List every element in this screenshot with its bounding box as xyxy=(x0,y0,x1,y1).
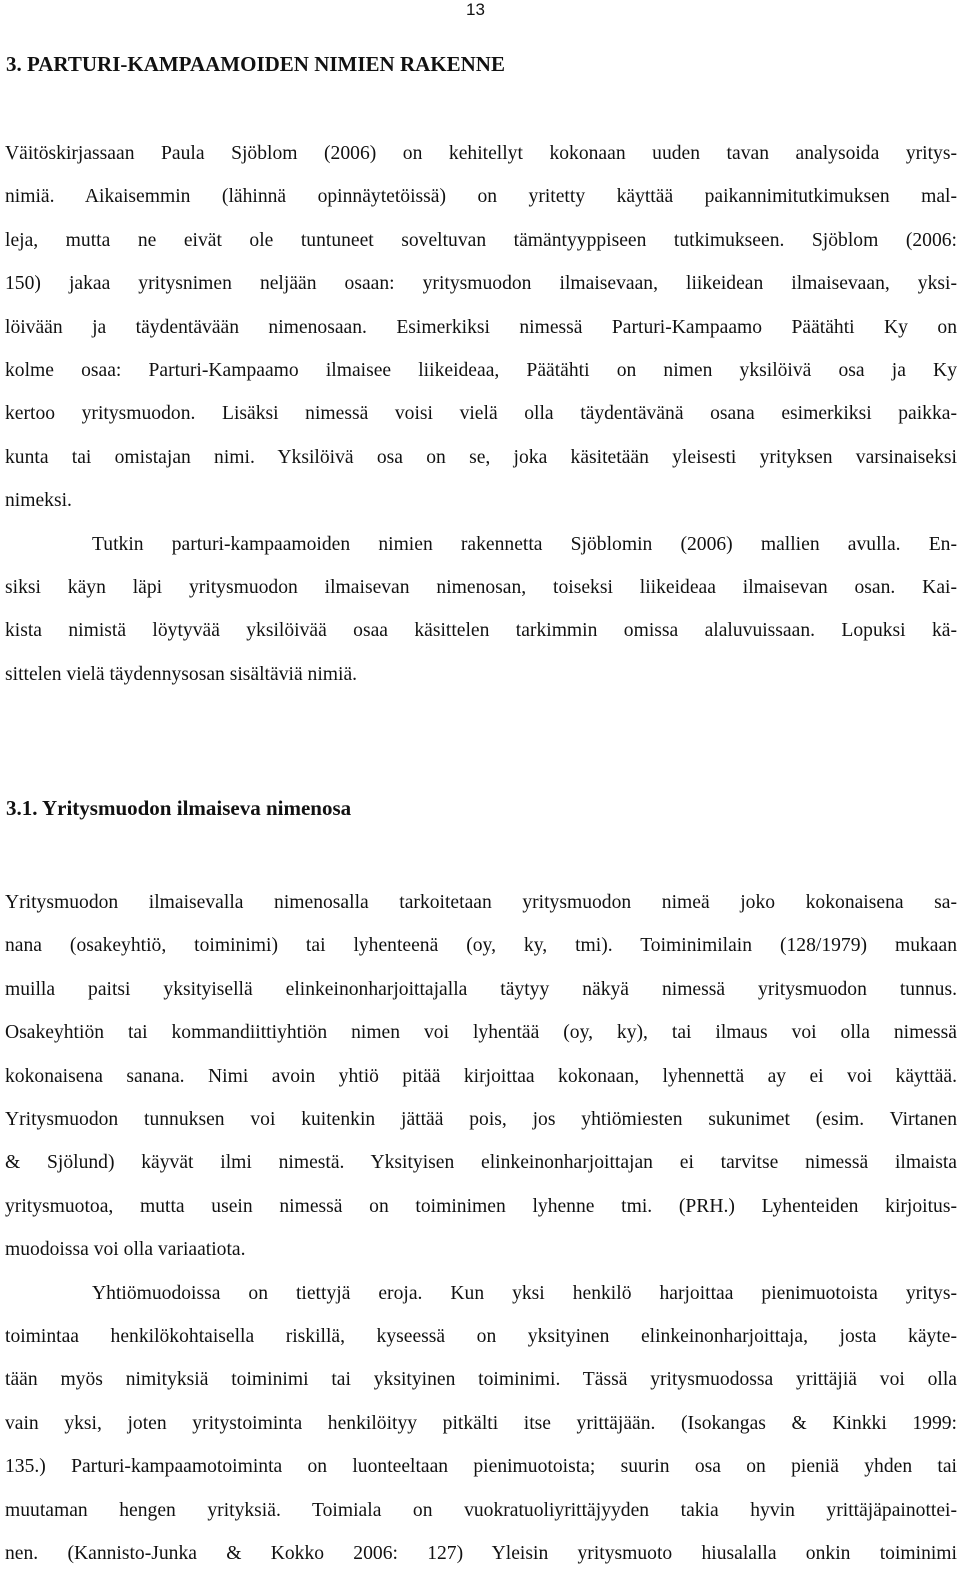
text-line: vain yksi, joten yritystoiminta henkilöityy pitkälti itse yrittäjään. (Isokangas & Kinkki 1999: xyxy=(5,1412,957,1434)
section-heading: 3. PARTURI-KAMPAAMOIDEN NIMIEN RAKENNE xyxy=(6,52,505,76)
text-line: kokonaisena sanana. Nimi avoin yhtiö pitää kirjoittaa kokonaan, lyhennettä ay ei voi käyttää. xyxy=(5,1065,957,1087)
text-line: kertoo yritysmuodon. Lisäksi nimessä voisi vielä olla täydentävänä osana esimerkiksi paikka- xyxy=(5,403,957,425)
text-line: Väitöskirjassaan Paula Sjöblom (2006) on kehitellyt kokonaan uuden tavan analysoida yritys- xyxy=(5,143,957,164)
text-line: 150) jakaa yritysnimen neljään osaan: yritysmuodon ilmaisevaan, liikeidean ilmaisevaan, yksi- xyxy=(5,273,957,295)
text-line: Yritysmuodon ilmaisevalla nimenosalla tarkoitetaan yritysmuodon nimeä joko kokonaisena sa- xyxy=(5,892,957,913)
section-paragraph xyxy=(5,132,957,696)
text-line: yritysmuotoa, mutta usein nimessä on toiminimen lyhenne tmi. (PRH.) Lyhenteiden kirjoitus- xyxy=(5,1195,957,1217)
text-line: Tutkin parturi-kampaamoiden nimien rakennetta Sjöblomin (2006) mallien avulla. En- xyxy=(92,533,957,555)
text-line: siksi käyn läpi yritysmuodon ilmaisevan nimenosan, toiseksi liikeideaa ilmaisevan osan. Kai- xyxy=(5,577,957,599)
text-line: toimintaa henkilökohtaisella riskillä, kyseessä on yksityinen elinkeinonharjoittaja, josta käyte- xyxy=(5,1326,957,1348)
text-line: Yritysmuodon tunnuksen voi kuitenkin jättää pois, jos yhtiömiesten sukunimet (esim. Virtanen xyxy=(5,1109,957,1131)
subsection-paragraph xyxy=(5,881,957,1576)
page-number: 13 xyxy=(466,0,485,19)
text-line: muilla paitsi yksityisellä elinkeinonharjoittajalla täytyy näkyä nimessä yritysmuodon tunnus. xyxy=(5,978,957,1000)
text-line: 135.) Parturi-kampaamotoiminta on luonteeltaan pienimuotoista; suurin osa on pieniä yhden tai xyxy=(5,1456,957,1478)
text-line: nimiä. Aikaisemmin (lähinnä opinnäytetöissä) on yritetty käyttää paikannimitutkimuksen mal- xyxy=(5,186,957,208)
text-line: nen. (Kannisto-Junka & Kokko 2006: 127) Yleisin yritysmuoto hiusalalla onkin toiminimi xyxy=(5,1543,957,1565)
subsection-heading: 3.1. Yritysmuodon ilmaiseva nimenosa xyxy=(6,796,352,820)
text-line: muodoissa voi olla variaatiota. xyxy=(5,1239,246,1261)
text-line: muutaman hengen yrityksiä. Toimiala on vuokratuoliyrittäjyyden takia hyvin yrittäjäpainottei- xyxy=(5,1499,957,1521)
text-line: sittelen vielä täydennysosan sisältäviä nimiä. xyxy=(5,663,358,685)
text-line: Yhtiömuodoissa on tiettyjä eroja. Kun yksi henkilö harjoittaa pienimuotoista yritys- xyxy=(92,1282,957,1304)
text-line: & Sjölund) käyvät ilmi nimestä. Yksityisen elinkeinonharjoittajan ei tarvitse nimessä ilmaista xyxy=(5,1152,957,1174)
text-line: Osakeyhtiön tai kommandiittiyhtiön nimen voi lyhentää (oy, ky), tai ilmaus voi olla nimessä xyxy=(5,1022,957,1044)
text-line: leja, mutta ne eivät ole tuntuneet soveltuvan tämäntyyppiseen tutkimukseen. Sjöblom (2006: xyxy=(5,229,957,251)
text-line: tään myös nimityksiä toiminimi tai yksityinen toiminimi. Tässä yritysmuodossa yrittäjiä voi olla xyxy=(5,1369,957,1391)
text-line: nimeksi. xyxy=(5,490,72,512)
text-line: löivään ja täydentävään nimenosaan. Esimerkiksi nimessä Parturi-Kampaamo Päätähti Ky on xyxy=(5,316,957,338)
text-line: nana (osakeyhtiö, toiminimi) tai lyhenteenä (oy, ky, tmi). Toiminimilain (128/1979) mukaan xyxy=(5,935,957,957)
text-line: kunta tai omistajan nimi. Yksilöivä osa on se, joka käsitetään yleisesti yrityksen varsinaiseksi xyxy=(5,446,957,468)
text-line: kista nimistä löytyvää yksilöivää osaa käsittelen tarkimmin omissa alaluvuissaan. Lopuksi kä- xyxy=(5,620,957,642)
text-line: kolme osaa: Parturi-Kampaamo ilmaisee liikeideaa, Päätähti on nimen yksilöivä osa ja Ky xyxy=(5,360,957,382)
